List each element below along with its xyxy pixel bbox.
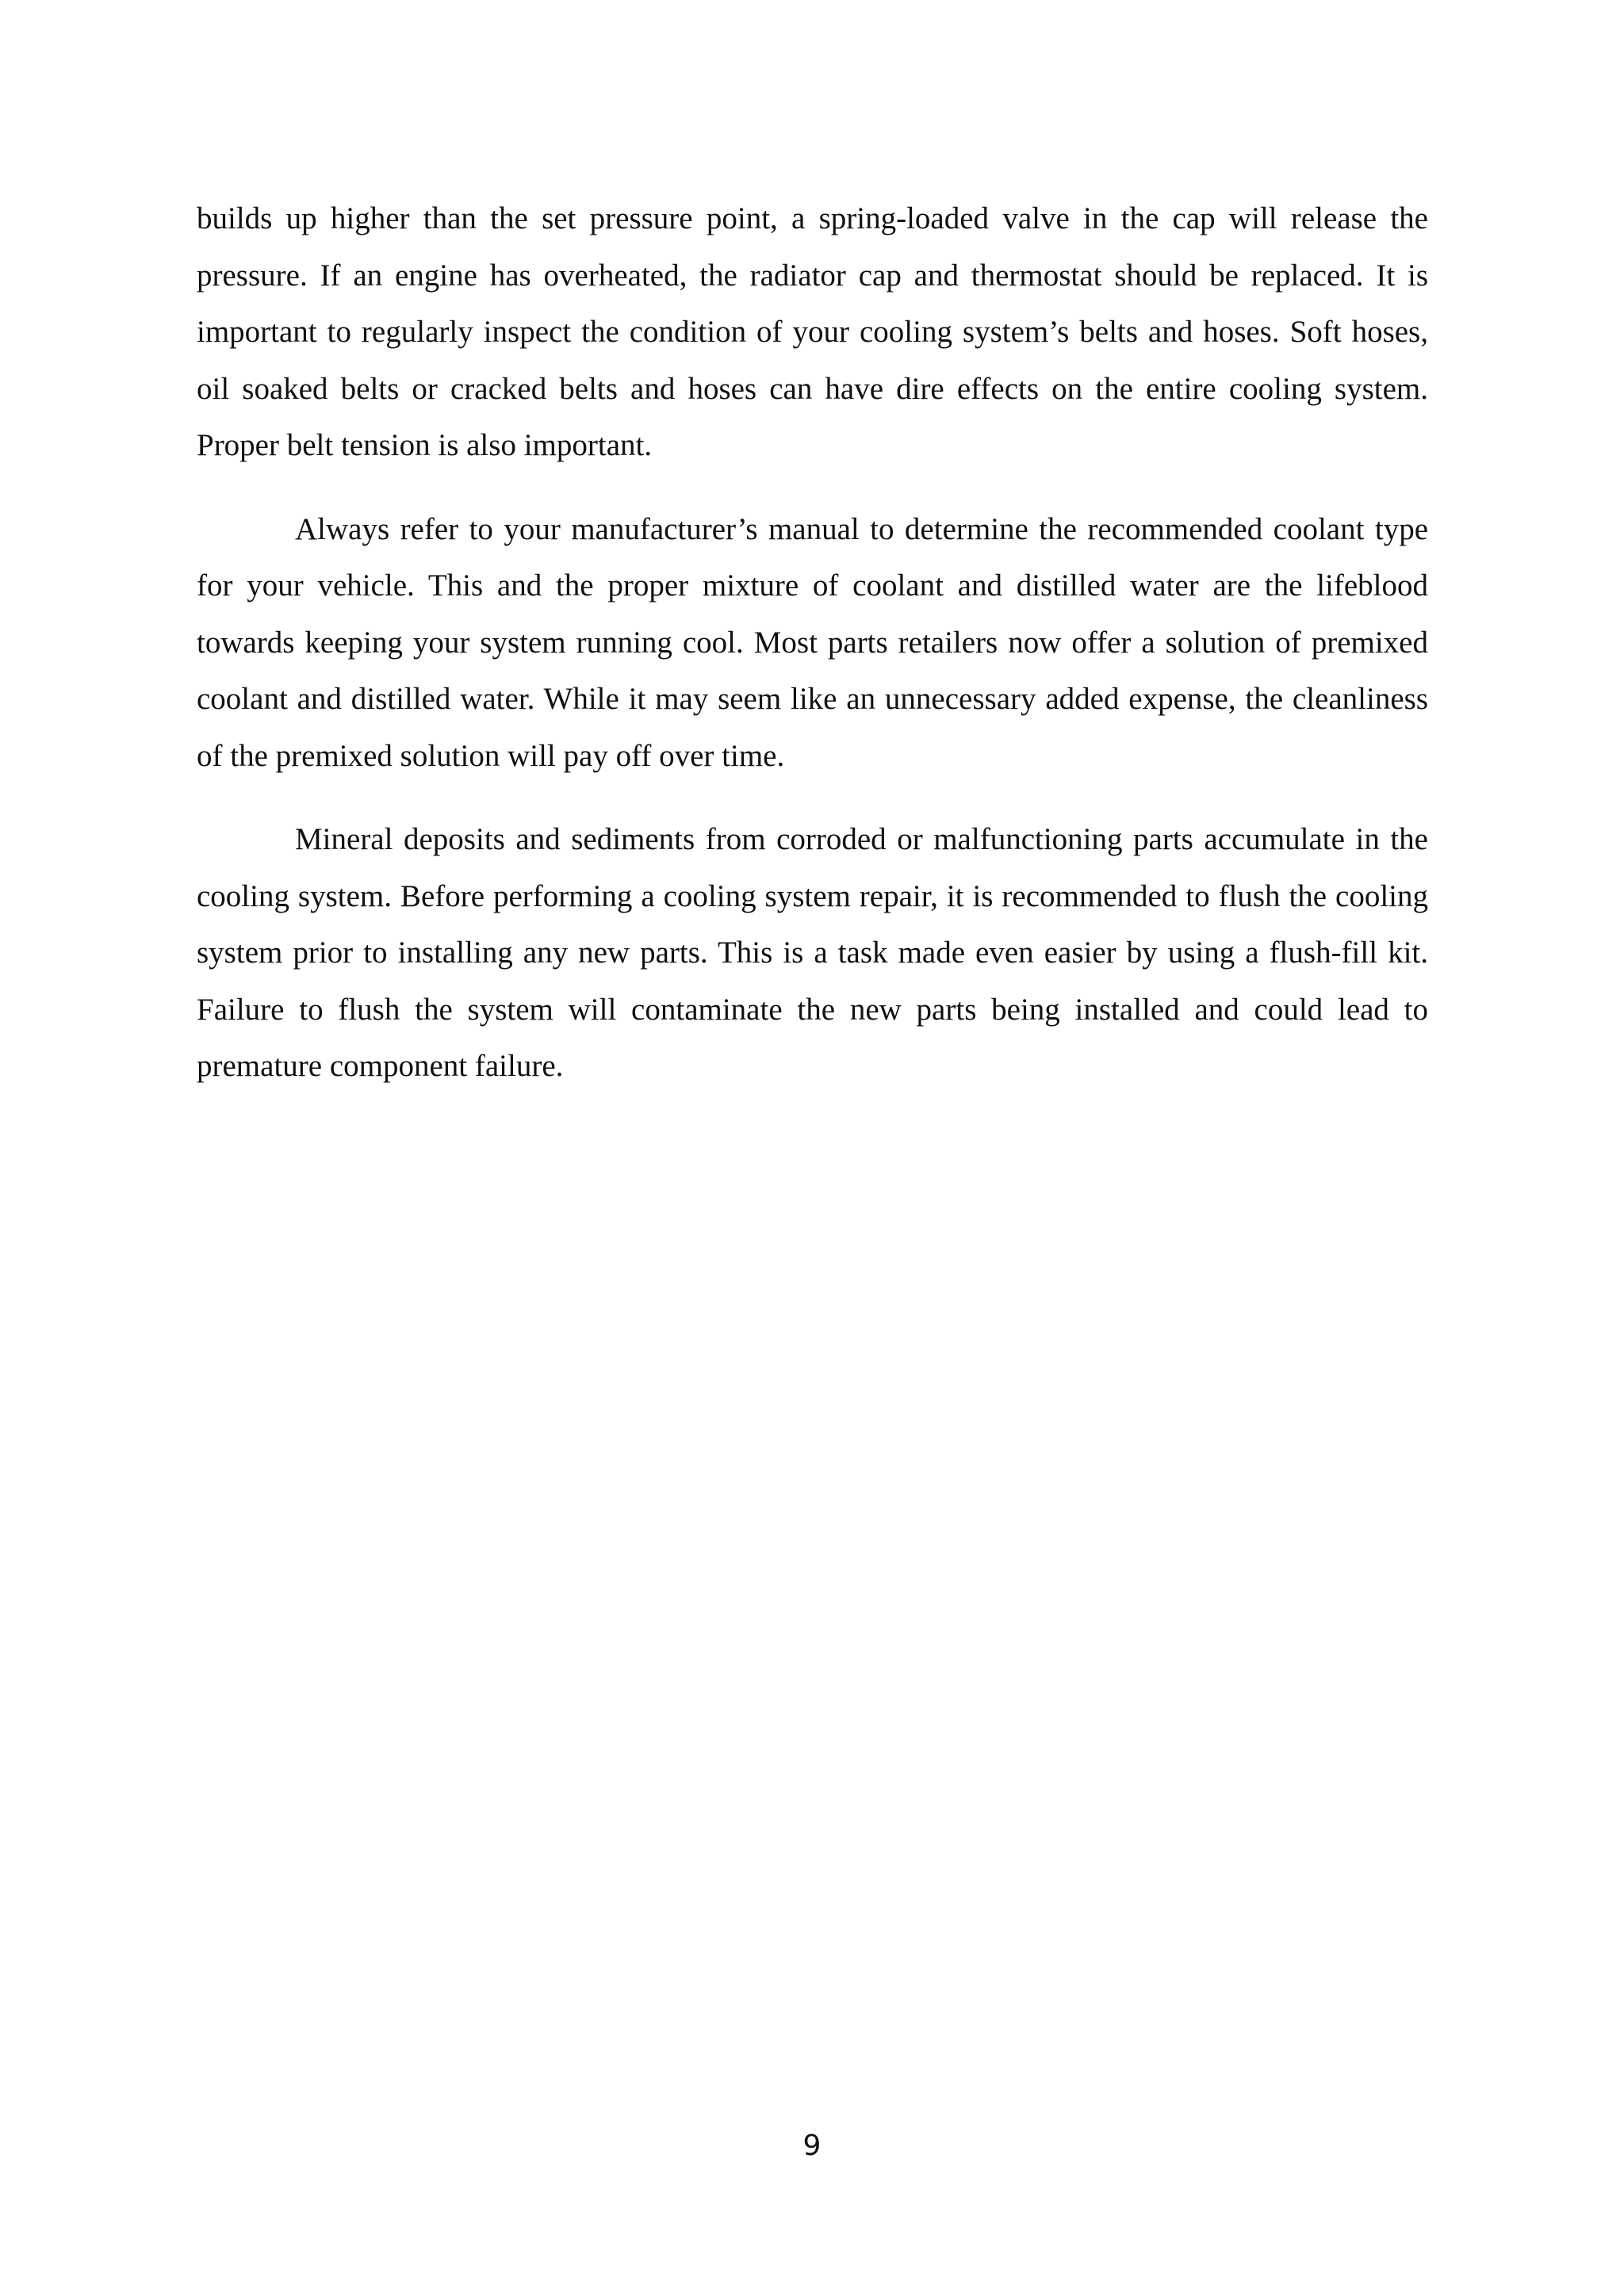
paragraph-flush-system: Mineral deposits and sediments from corroded or malfunctioning parts accumulate in the cooling system. Before performing a cooling system repair, it is recommended to flush the cooling system prior to installing any new parts. This is a task made even easier by using a flush-fill kit. Failure to flush the system will contaminate the new parts being installed and could lead to premature component failure. [197,822,1428,1083]
body-text [197,190,1428,1122]
paragraph-continued: builds up higher than the set pressure point, a spring-loaded valve in the cap will release the pressure. If an engine has overheated, the radiator cap and thermostat should be replaced. It is important to regularly inspect the condition of your cooling system’s belts and hoses. Soft hoses, oil soaked belts or cracked belts and hoses can have dire effects on the entire cooling system. Proper belt tension is also important. [197,201,1428,462]
page-number: 9 [802,2130,822,2162]
paragraph-coolant-type: Always refer to your manufacturer’s manual to determine the recommended coolant type for your vehicle. This and the proper mixture of coolant and distilled water are the lifeblood towards keeping your system running cool. Most parts retailers now offer a solution of premixed coolant and distilled water. While it may seem like an unnecessary added expense, the cleanliness of the premixed solution will pay off over time. [197,511,1428,773]
